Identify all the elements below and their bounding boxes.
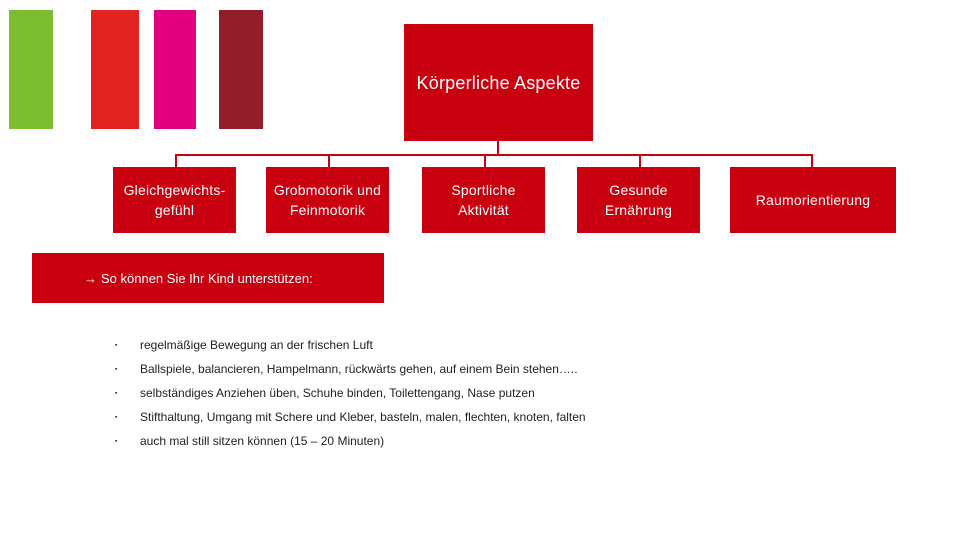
list-item [115,357,586,381]
child-node-motorik [266,167,389,233]
square-bullet-icon: ▪ [115,413,118,421]
child-node-sport [422,167,545,233]
child-connector-2 [328,154,330,167]
child-connector-5 [811,154,813,167]
list-item-text: regelmäßige Bewegung an der frischen Luft [140,338,373,352]
support-banner [32,253,384,303]
white-stripe [53,10,83,129]
list-item-text: auch mal still sitzen können (15 – 20 Minuten) [140,434,385,448]
root-connector [497,141,499,155]
list-item-text: selbständiges Anziehen üben, Schuhe binden, Toilettengang, Nase putzen [140,386,535,400]
list-item-text: Stifthaltung, Umgang mit Schere und Kleber, basteln, malen, flechten, knoten, falten [140,410,586,424]
child-node-label: Gesunde Ernährung [604,182,673,218]
horizontal-connector [175,154,813,156]
child-node-label: Grobmotorik und Feinmotorik [273,182,382,218]
list-item [115,381,586,405]
square-bullet-icon: ▪ [115,341,118,349]
child-node-label: Raumorientierung [755,192,871,208]
green-stripe [9,10,53,129]
child-connector-4 [639,154,641,167]
child-connector-3 [484,154,486,167]
support-banner-text: So können Sie Ihr Kind unterstützen: [101,270,313,286]
dark-red-stripe [219,10,263,129]
square-bullet-icon: ▪ [115,389,118,397]
tips-list [115,333,586,453]
child-node-label: Gleichgewichts-gefühl [123,182,226,218]
red-stripe [91,10,139,129]
root-node-label: Körperliche Aspekte [416,72,581,93]
child-node-raumorientierung [730,167,896,233]
child-node-label: Sportliche Aktivität [451,182,516,218]
list-item [115,405,586,429]
list-item-text: Ballspiele, balancieren, Hampelmann, rückwärts gehen, auf einem Bein stehen….. [140,362,578,376]
square-bullet-icon: ▪ [115,437,118,445]
root-node [404,24,593,141]
child-connector-1 [175,154,177,167]
list-item [115,429,586,453]
child-node-gleichgewicht [113,167,236,233]
child-node-ernaehrung [577,167,700,233]
square-bullet-icon: ▪ [115,365,118,373]
arrow-right-icon: → [84,270,97,286]
magenta-stripe [154,10,196,129]
list-item [115,333,586,357]
